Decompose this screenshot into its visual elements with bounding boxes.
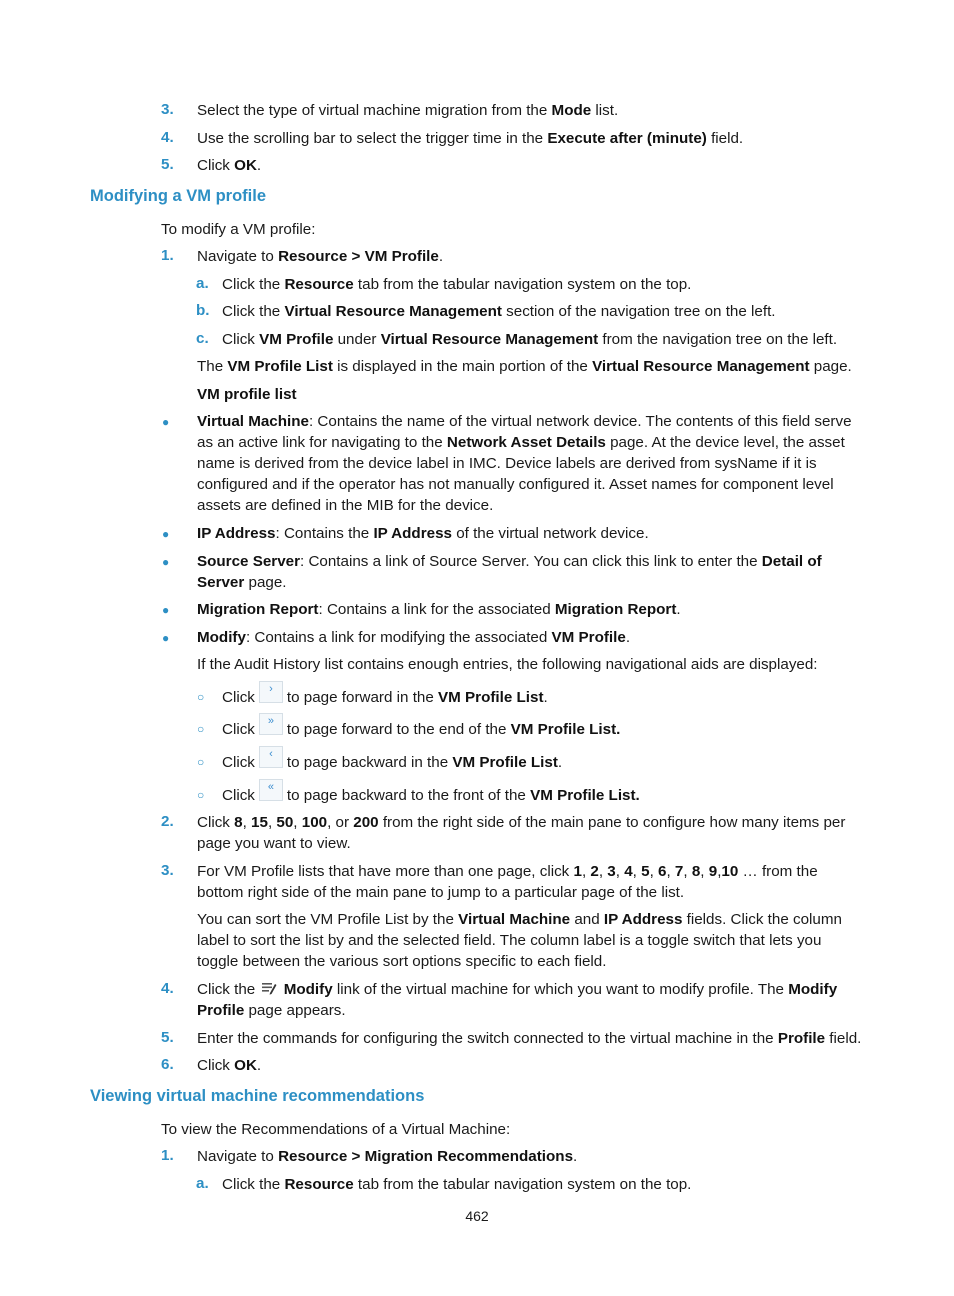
nav-aid-click: Click (222, 721, 255, 738)
substep-text: Click the Resource tab from the tabular navigation system on the top. (222, 276, 692, 293)
substep-text: Click the Virtual Resource Management section of the navigation tree on the left. (222, 303, 776, 320)
nav-aid-text: to page forward to the end of the VM Profile List. (286, 721, 621, 738)
step-number: 3. (161, 101, 174, 118)
bullet-text: Virtual Machine: Contains the name of the virtual network device. The contents of this field serve as an active link for navigating to the Network Asset Details page. At the device level, the asset name is derived from the device label in IMC. Device labels are derived from sysName if it is configured and if the operator has not manually configured it. Asset names for component level assets are defined in the MIB for the device. (197, 413, 852, 514)
bullet-text: Migration Report: Contains a link for the associated Migration Report. (197, 601, 681, 618)
next-page-icon[interactable]: › (259, 681, 283, 703)
step-text: Click OK. (197, 1057, 262, 1074)
nav-aid-item (222, 715, 866, 741)
nav-aid-item (222, 781, 866, 807)
nav-aid-click: Click (222, 787, 255, 804)
bullet-icon: ● (162, 527, 170, 541)
nav-aid-item (222, 748, 866, 774)
step-number: 4. (161, 980, 174, 997)
circle-bullet-icon: ○ (197, 755, 205, 769)
nav-aid-text: to page forward in the VM Profile List. (286, 689, 548, 706)
first-page-icon[interactable]: « (259, 779, 283, 801)
circle-bullet-icon: ○ (197, 788, 205, 802)
substep-letter: c. (196, 330, 209, 347)
step-text: Navigate to Resource > VM Profile. (197, 248, 444, 265)
step-text: Use the scrolling bar to select the trigger time in the Execute after (minute) field. (197, 130, 744, 147)
nav-aid-click: Click (222, 754, 255, 771)
modify-icon (261, 981, 277, 995)
previous-page-icon[interactable]: ‹ (259, 746, 283, 768)
nav-aid-item (222, 683, 866, 709)
step-number: 1. (161, 1147, 174, 1164)
step-text: Enter the commands for configuring the switch connected to the virtual machine in the Profile field. (197, 1030, 862, 1047)
circle-bullet-icon: ○ (197, 722, 205, 736)
step-number: 6. (161, 1056, 174, 1073)
modify-intro: To modify a VM profile: (161, 221, 316, 238)
last-page-icon[interactable]: » (259, 713, 283, 735)
bullet-text: Source Server: Contains a link of Source Server. You can click this link to enter the Detail of Server page. (197, 553, 822, 591)
nav-aid-text: to page backward in the VM Profile List. (286, 754, 563, 771)
paragraph: The VM Profile List is displayed in the main portion of the Virtual Resource Management page. (197, 358, 852, 375)
substep-text: Click VM Profile under Virtual Resource Management from the navigation tree on the left. (222, 331, 838, 348)
bullet-icon: ● (162, 415, 170, 429)
bullet-icon: ● (162, 555, 170, 569)
section-heading-modify: Modifying a VM profile (90, 187, 266, 205)
list-caption: VM profile list (197, 386, 297, 403)
bullet-icon: ● (162, 603, 170, 617)
step-number: 2. (161, 813, 174, 830)
step-text-pre: Click the (197, 981, 256, 998)
nav-aid-text: to page backward to the front of the VM Profile List. (286, 787, 640, 804)
step-text: Click 8, 15, 50, 100, or 200 from the right side of the main pane to configure how many items per page you want to view. (197, 814, 846, 852)
audit-paragraph: If the Audit History list contains enough entries, the following navigational aids are displayed: (197, 656, 818, 673)
bullet-text: Modify: Contains a link for modifying the associated VM Profile. (197, 629, 631, 646)
step-number: 1. (161, 247, 174, 264)
step-text: Navigate to Resource > Migration Recommendations. (197, 1148, 578, 1165)
substep-letter: a. (196, 1175, 209, 1192)
circle-bullet-icon: ○ (197, 690, 205, 704)
step-text-post: Modify link of the virtual machine for which you want to modify profile. The Modify Profile page appears. (197, 981, 838, 1019)
nav-aid-click: Click (222, 689, 255, 706)
substep-letter: b. (196, 302, 210, 319)
substep-text: Click the Resource tab from the tabular navigation system on the top. (222, 1176, 692, 1193)
step-number: 5. (161, 1029, 174, 1046)
substep-letter: a. (196, 275, 209, 292)
step-number: 5. (161, 156, 174, 173)
step-number: 4. (161, 129, 174, 146)
step-number: 3. (161, 862, 174, 879)
view-intro: To view the Recommendations of a Virtual Machine: (161, 1121, 511, 1138)
bullet-text: IP Address: Contains the IP Address of the virtual network device. (197, 525, 649, 542)
sort-paragraph: You can sort the VM Profile List by the Virtual Machine and IP Address fields. Click the column label to sort the list by and the selected field. The column label is a toggle switch that lets you toggle between the various sort options specific to each field. (197, 911, 842, 970)
step-text: Click OK. (197, 157, 262, 174)
step-text (197, 979, 866, 1021)
step-text: Select the type of virtual machine migration from the Mode list. (197, 102, 619, 119)
section-heading-view: Viewing virtual machine recommendations (90, 1087, 425, 1105)
bullet-icon: ● (162, 631, 170, 645)
step-text: For VM Profile lists that have more than one page, click 1, 2, 3, 4, 5, 6, 7, 8, 9,10 … from the bottom right side of the main pane to jump to a particular page of the list. (197, 863, 818, 901)
page-number: 462 (465, 1208, 489, 1224)
